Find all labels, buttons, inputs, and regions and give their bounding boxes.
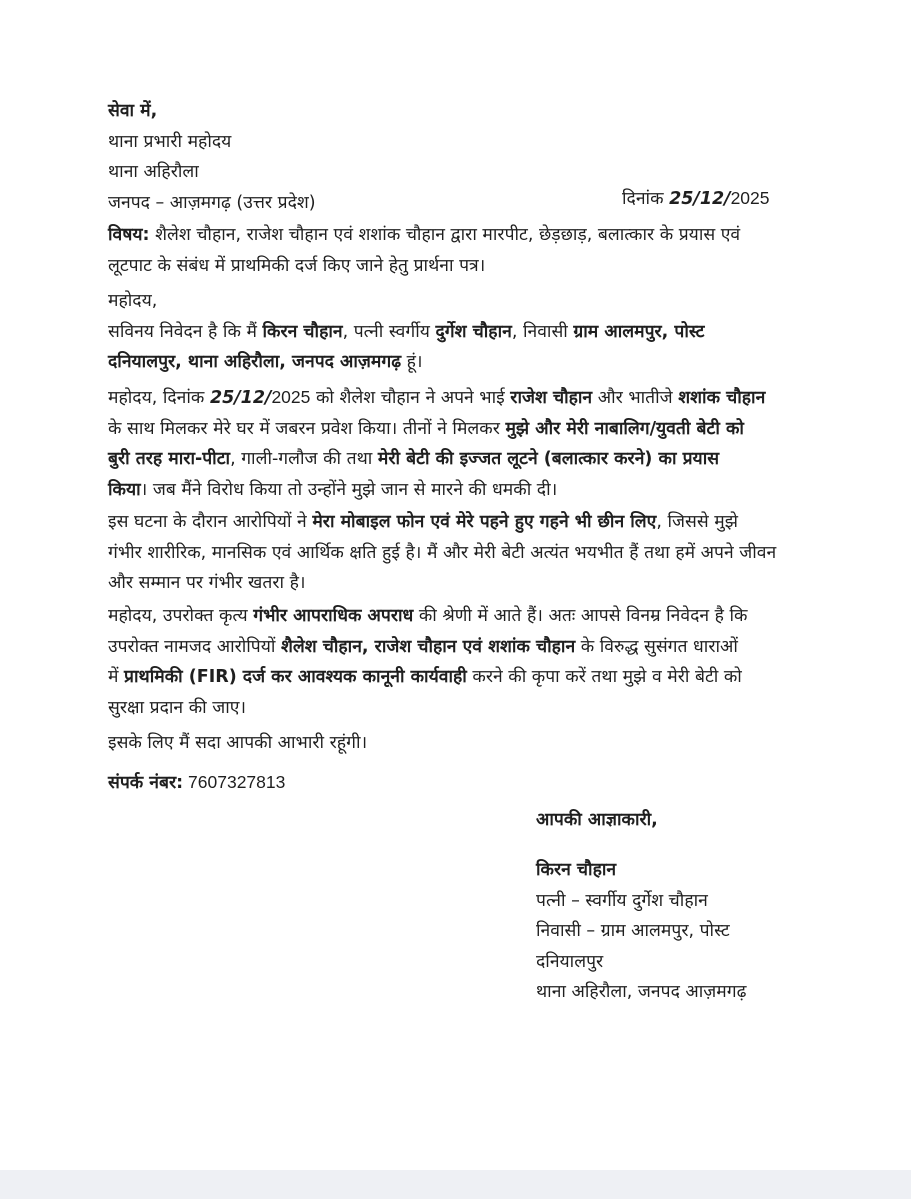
- signature-block: [536, 855, 746, 1008]
- para3-bold: मेरा मोबाइल फोन एवं मेरे पहने हुए गहने भी छीन लिए: [312, 512, 657, 532]
- signature-name: किरन चौहान: [536, 860, 617, 880]
- para2-bold: किया: [108, 479, 141, 500]
- signature-yours: [536, 805, 658, 836]
- page-bottom-band: [0, 1170, 911, 1199]
- para1-address: ग्राम आलमपुर, पोस्ट: [573, 321, 705, 342]
- para4-text: में: [108, 667, 125, 687]
- closing-text: इसके लिए मैं सदा आपकी आभारी रहूंगी।: [108, 733, 368, 753]
- paragraph-robbery: [108, 507, 798, 599]
- contact-label: संपर्क नंबर:: [108, 773, 184, 793]
- date-label: दिनांक: [622, 189, 670, 209]
- para4-text: उपरोक्त नामजद आरोपियों: [108, 636, 281, 657]
- para4-text: की श्रेणी में आते हैं। अतः आपसे विनम्र निवेदन है कि: [413, 606, 748, 626]
- para2-year: 2025: [271, 387, 311, 407]
- address-line-3: जनपद – आज़मगढ़ (उत्तर प्रदेश): [108, 192, 316, 213]
- address-line-1: थाना प्रभारी महोदय: [108, 131, 232, 152]
- signature-line: पत्नी – स्वर्गीय दुर्गेश चौहान: [536, 890, 708, 911]
- para2-text: । जब मैंने विरोध किया तो उन्होंने मुझे जान से मारने की धमकी दी।: [140, 479, 558, 500]
- para4-bold: प्राथमिकी (FIR) दर्ज कर आवश्यक कानूनी कार्यवाही: [124, 667, 467, 687]
- para1-name: किरन चौहान: [262, 321, 343, 342]
- para2-bold: बुरी तरह मारा-पीटा: [108, 449, 231, 469]
- para4-bold: गंभीर आपराधिक अपराध: [253, 606, 414, 626]
- para1-address: दनियालपुर, थाना अहिरौला, जनपद आज़मगढ़: [108, 352, 402, 372]
- para2-text: महोदय, दिनांक: [108, 388, 210, 408]
- para1-text: , पत्नी स्वर्गीय: [342, 321, 436, 342]
- para1-text: , निवासी: [511, 321, 574, 342]
- para3-text: इस घटना के दौरान आरोपियों ने: [108, 512, 313, 532]
- para1-text: सविनय निवेदन है कि मैं: [108, 321, 263, 342]
- contact-number: 7607327813: [183, 772, 286, 792]
- para2-text: , गाली-गलौज की तथा: [230, 449, 378, 469]
- address-line-2: थाना अहिरौला: [108, 162, 199, 182]
- closing-line: [108, 728, 798, 759]
- salutation-paragraph: [108, 286, 798, 378]
- para4-text: करने की कृपा करें तथा मुझे व मेरी बेटी को: [466, 667, 742, 687]
- paragraph-incident: [108, 382, 798, 505]
- para3-line: और सम्मान पर गंभीर खतरा है।: [108, 573, 306, 593]
- para2-bold: मेरी बेटी की इज्जत लूटने (बलात्कार करने) का प्रयास: [377, 449, 720, 469]
- subject-text-2: लूटपाट के संबंध में प्राथमिकी दर्ज किए जाने हेतु प्रार्थना पत्र।: [108, 255, 486, 276]
- para2-text: को शैलेश चौहान ने अपने भाई: [310, 388, 511, 408]
- date-year: 2025: [730, 188, 770, 208]
- para2-text: और भातीजे: [592, 388, 679, 408]
- salutation: महोदय,: [108, 291, 158, 311]
- para3-line: गंभीर शारीरिक, मानसिक एवं आर्थिक क्षति हुई है। मैं और मेरी बेटी अत्यंत भयभीत हैं तथा हमें अपने जीवन: [108, 542, 777, 563]
- contact-line: [108, 767, 798, 799]
- para4-text: के विरुद्ध सुसंगत धाराओं: [575, 636, 738, 657]
- para2-date: 25/12/: [209, 388, 272, 408]
- signature-line: थाना अहिरौला, जनपद आज़मगढ़: [536, 982, 747, 1002]
- para1-text: हूं।: [401, 352, 423, 372]
- letter-date: [622, 183, 770, 215]
- signature-line: निवासी – ग्राम आलमपुर, पोस्ट: [536, 921, 730, 941]
- paragraph-request: [108, 601, 798, 723]
- para3-text: , जिससे मुझे: [656, 512, 738, 532]
- date-value: 25/12/: [669, 189, 731, 209]
- para2-bold: राजेश चौहान: [510, 388, 593, 408]
- para4-text: महोदय, उपरोक्त कृत्य: [108, 606, 254, 626]
- para2-bold: मुझे और मेरी नाबालिग/युवती बेटी को: [505, 418, 744, 439]
- address-to: सेवा में,: [108, 101, 158, 121]
- signature-line: दनियालपुर: [536, 951, 604, 972]
- subject-label: विषय:: [108, 225, 150, 245]
- para4-bold: शैलेश चौहान, राजेश चौहान एवं शशांक चौहान: [280, 636, 576, 657]
- para4-line: सुरक्षा प्रदान की जाए।: [108, 697, 247, 718]
- subject-block: [108, 220, 798, 281]
- para2-bold: शशांक चौहान: [678, 388, 766, 408]
- para2-text: के साथ मिलकर मेरे घर में जबरन प्रवेश किया। तीनों ने मिलकर: [108, 418, 506, 439]
- subject-text-1: शैलेश चौहान, राजेश चौहान एवं शशांक चौहान द्वारा मारपीट, छेड़छाड़, बलात्कार के प्रयास एवं: [149, 225, 741, 245]
- yours-faithfully: आपकी आज्ञाकारी,: [536, 810, 658, 830]
- para1-husband: दुर्गेश चौहान: [435, 321, 512, 342]
